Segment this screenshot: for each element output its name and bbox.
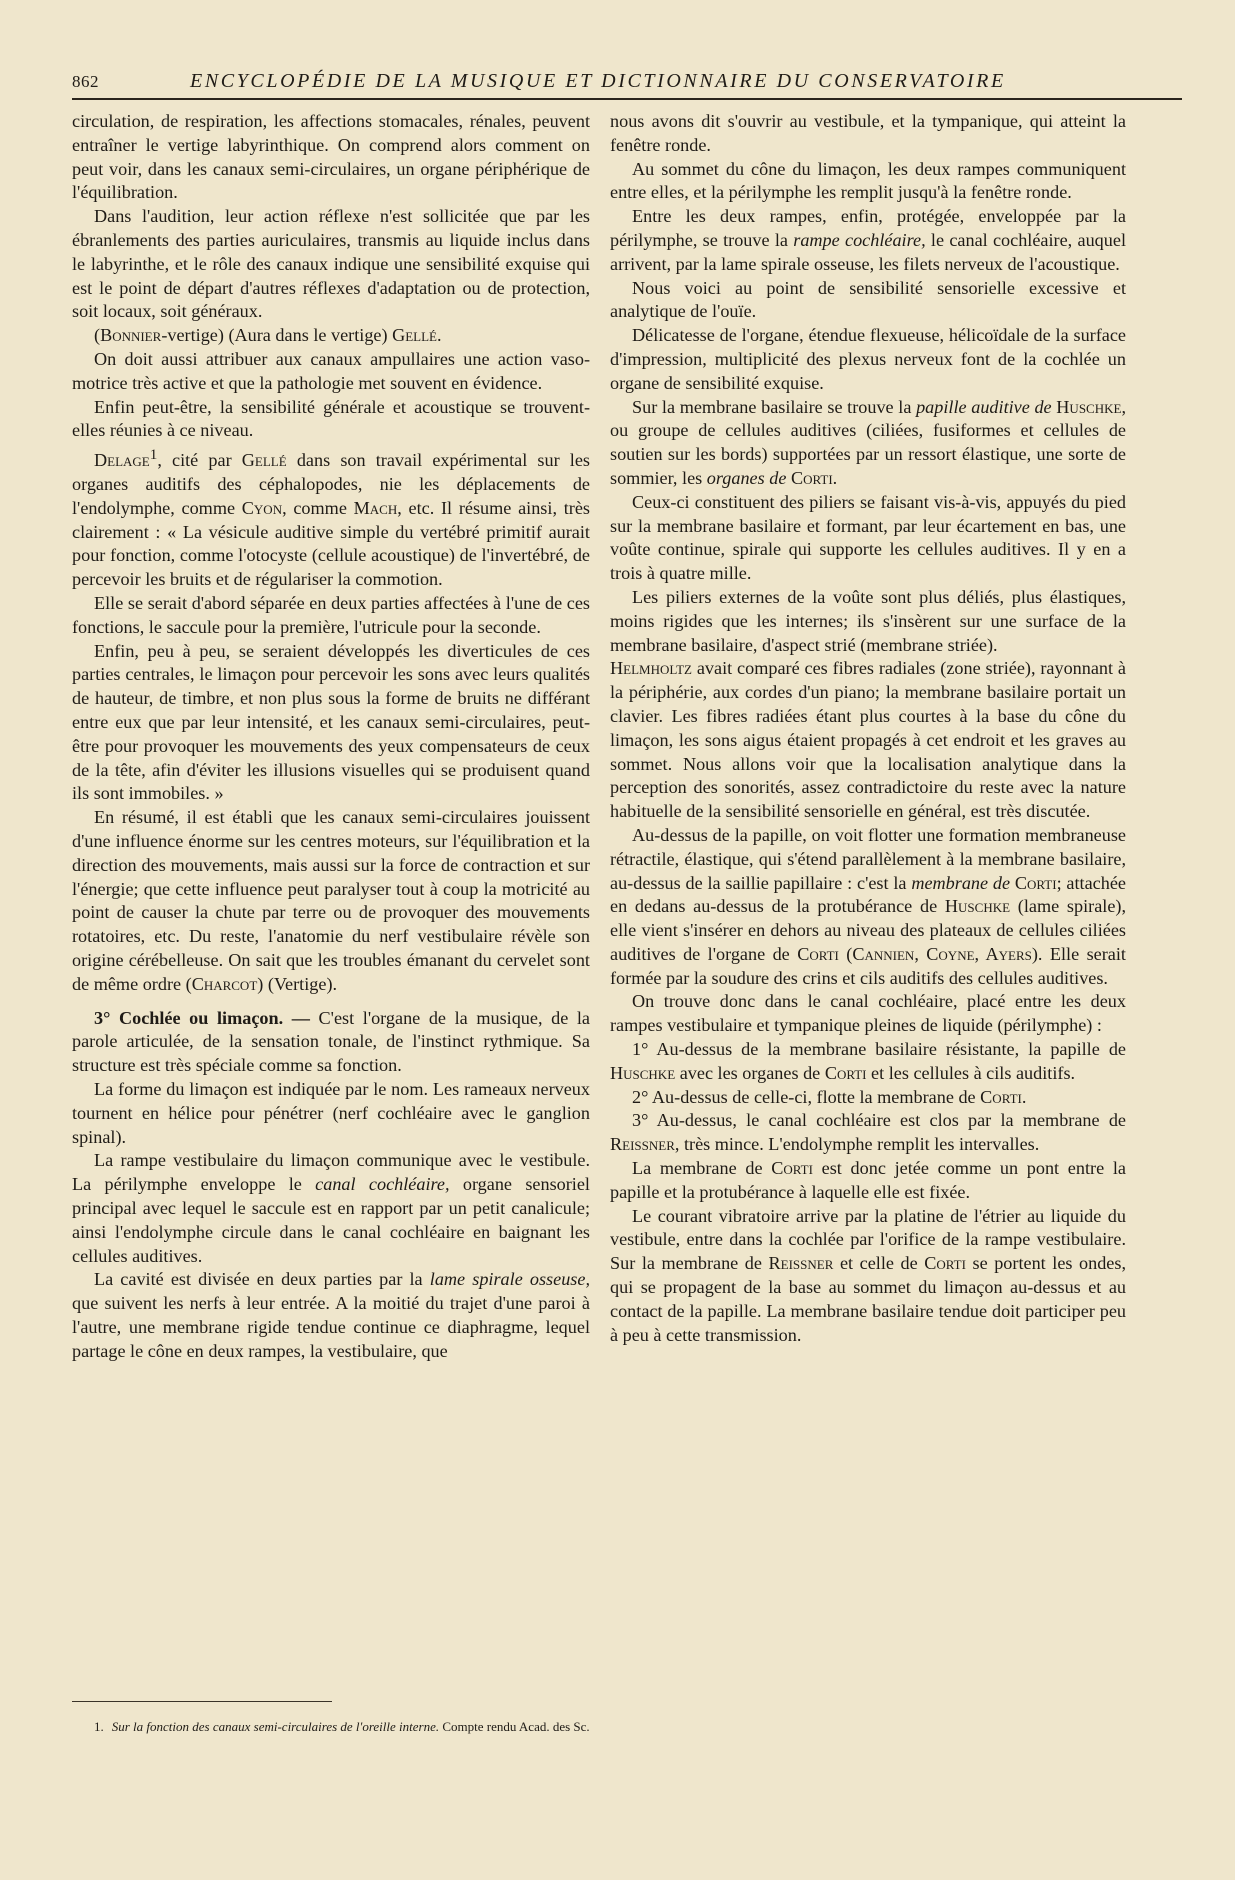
text: (lame spirale), elle vient s'insérer en dehors au niveau des plateaux de cellules ciliées auditives de l'organe de	[610, 896, 1126, 964]
text: Le courant vibratoire arrive par la platine de l'étrier au liquide du vestibule, entre dans la cochlée par l'orifice de la rampe vestibulaire. Sur la membrane de	[610, 1205, 1126, 1274]
emphasis: organes de	[706, 467, 787, 488]
paragraph	[72, 443, 590, 592]
emphasis: lame spirale osseuse,	[429, 1269, 590, 1290]
text: ). Elle serait formée par la soudure des crins et cils auditifs des cellules auditives.	[610, 943, 1126, 988]
footnote	[72, 1718, 592, 1736]
paragraph: Enfin peut-être, la sensibilité générale et acoustique se trouvent-elles réunies à ce niveau.	[72, 396, 590, 441]
text: se portent les ondes, qui se propagent de la base au sommet du limaçon au-dessus et au contact de la papille. La membrane basilaire tendue doit participer peu à peu à cette transmission.	[610, 1253, 1126, 1345]
paragraph	[610, 1086, 1126, 1110]
paragraph	[610, 396, 1126, 491]
text: le canal cochléaire, auquel arrivent, par la lame spirale osseuse, les filets nerveux de l'acoustique.	[610, 229, 1126, 274]
text: .	[832, 467, 838, 488]
paragraph	[610, 205, 1126, 276]
author-name: Corti	[771, 1158, 813, 1179]
paragraph: Ceux-ci constituent des piliers se faisant vis-à-vis, appuyés du pied sur la membrane basilaire et formant, par leur écartement en bas, une voûte continue, spirale qui supporte les cellules auditives. Il y en a trois à quatre mille.	[610, 491, 1126, 584]
page-number: 862	[72, 72, 99, 91]
paragraph: Enfin, peu à peu, se seraient développés les diverticules de ces parties centrales, le limaçon pour percevoir les sons avec leurs qualités de hauteur, de timbre, et non plus sous la forme de bruits ne différant entre eux que par leur intensité, et les canaux semi-circulaires, peut-être pour provoquer les mouvements des yeux compensateurs de ceux de la tête, afin d'éviter les illusions visuelles qui se produisent quand ils sont immobiles. »	[72, 640, 590, 804]
paragraph	[72, 1149, 590, 1268]
paragraph: Elle se serait d'abord séparée en deux parties affectées à l'une de ces fonctions, le saccule pour la première, l'utricule pour la seconde.	[72, 593, 590, 637]
text: , cité par	[157, 450, 242, 471]
author-name: Charcot	[191, 973, 258, 994]
emphasis: papille auditive de	[916, 396, 1052, 417]
running-title: ENCYCLOPÉDIE DE LA MUSIQUE ET DICTIONNAIRE DU CONSERVATOIRE	[190, 70, 1006, 92]
author-name: Cyon	[241, 497, 283, 518]
author-name: Gellé	[392, 325, 437, 346]
text: C'est l'organe de la musique, de la parole articulée, de la sensation tonale, de l'instinct rythmique. Sa structure est très spéciale comme sa fonction.	[72, 1007, 590, 1076]
footnote-divider	[72, 1701, 332, 1702]
text: avait comparé ces fibres radiales (zone striée), rayonnant à la périphérie, aux cordes d'un piano; la membrane basilaire portait un clavier. Les fibres radiées étant plus courtes à la base du cône du limaçon, les sons aigus étaient propagés à cet endroit et les graves au sommet. Nous allons voir que la localisation analytique dans la perception des sonorités, assez contradictoire du reste avec la nature habituelle de la sensibilité sensorielle en général, est très discutée.	[610, 658, 1126, 822]
author-name: Mach	[353, 497, 398, 518]
text: , comme	[282, 497, 354, 518]
text: En résumé, il est établi que les canaux semi-circulaires jouissent d'une influence énorme sur les centres moteurs, sur l'équilibration et la direction des mouvements, mais aussi sur la force de contraction et sur l'énergie; que cette influence peut paralyser tout à coup la motricité au point de causer la chute par terre ou de provoquer des mouvements rotatoires, etc. Du reste, l'anatomie du nerf vestibulaire révèle son origine cérébelleuse. On sait que les troubles émanant du cervelet sont de même ordre (	[72, 807, 590, 994]
section-heading: 3° Cochlée ou limaçon. —	[94, 1007, 310, 1028]
emphasis: membrane de	[911, 872, 1011, 893]
text: (	[838, 943, 853, 964]
paragraph: On doit aussi attribuer aux canaux ampullaires une action vaso-motrice très active et que la pathologie met souvent en évidence.	[72, 348, 590, 393]
text: , etc. Il résume ainsi, très clairement : « La vésicule auditive simple du vertébré primitif aurait pour fonction, comme l'otocyste (cellule acoustique) de l'invertébré, de percevoir les bruits et de régulariser la commotion.	[72, 497, 590, 590]
paragraph	[610, 1205, 1126, 1348]
footnote-title: Sur la fonction des canaux semi-circulaires de l'oreille interne.	[111, 1719, 440, 1734]
text: et les cellules à cils auditifs.	[866, 1062, 1076, 1083]
paragraph	[610, 1157, 1126, 1205]
text: 3° Au-dessus, le canal cochléaire est clos par la membrane de	[632, 1110, 1126, 1131]
author-name: Reissner	[768, 1253, 834, 1274]
paragraph: circulation, de respiration, les affections stomacales, rénales, peuvent entraîner le vertige labyrinthique. On comprend alors comment on peut voir, dans les canaux semi-circulaires, un organe périphérique de l'équilibration.	[72, 111, 590, 203]
text: Au-dessus de la papille, on voit flotter une formation membraneuse rétractile, élastique, qui s'étend parallèlement à la membrane basilaire, au-dessus de la saillie papillaire : c'est la	[610, 824, 1126, 893]
text: avec les organes de	[675, 1062, 825, 1083]
author-name: Reissner	[610, 1134, 675, 1155]
author-name: Corti	[790, 467, 833, 488]
text: , ou groupe de cellules auditives (ciliées, fusiformes et cellules de soutien sur les bords) supportées par un ressort élastique, une sorte de sommier, les	[610, 396, 1126, 488]
author-name: Cannien, Coyne, Ayers	[852, 943, 1032, 964]
footnote-text: Compte rendu Acad. des Sc.	[439, 1719, 590, 1734]
text: , très mince. L'endolymphe remplit les intervalles.	[674, 1134, 1040, 1155]
text: 1° Au-dessus de la membrane basilaire résistante, la papille de	[632, 1039, 1126, 1060]
paragraph: La forme du limaçon est indiquée par le nom. Les rameaux nerveux tournent en hélice pour pénétrer (nerf cochléaire avec le ganglion spinal).	[72, 1078, 590, 1147]
text: Entre les deux rampes, enfin, protégée, enveloppée par la périlymphe, se trouve la	[610, 206, 1126, 250]
text: La rampe vestibulaire du limaçon communique avec le vestibule. La périlymphe enveloppe le	[72, 1150, 590, 1195]
text: -vertige) (Aura dans le vertige)	[161, 325, 393, 346]
paragraph	[72, 806, 590, 996]
text: organe sensoriel principal avec lequel le saccule est en rapport par un petit canalicule; ainsi l'endolymphe circule dans le canal cochléaire en baignant les cellules auditives.	[72, 1174, 590, 1266]
paragraph	[610, 824, 1126, 991]
author-name: Bonnier	[100, 325, 162, 346]
author-name: Corti	[797, 943, 839, 964]
author-name: Huschke	[610, 1062, 676, 1083]
paragraph: Dans l'audition, leur action réflexe n'est sollicitée que par les ébranlements des parties auriculaires, transmis au liquide inclus dans le labyrinthe, et le rôle des canaux indique une sensibilité exquise qui est le point de départ d'autres réflexes d'adaptation ou de protection, soit locaux, soit généraux.	[72, 206, 590, 322]
footnote-marker: 1	[149, 446, 158, 464]
text: Sur la membrane basilaire se trouve la	[632, 396, 917, 417]
paragraph	[610, 1109, 1126, 1157]
footnote-number: 1.	[94, 1719, 104, 1734]
page-header	[72, 68, 1182, 100]
text: que suivent les nerfs à leur entrée. A la moitié du trajet d'une paroi à l'autre, une membrane rigide tendue continue ce diaphragme, lequel partage le cône en deux rampes, la vestibulaire, que	[72, 1293, 590, 1361]
author-name: Huschke	[944, 896, 1011, 917]
paragraph: nous avons dit s'ouvrir au vestibule, et la tympanique, qui atteint la fenêtre ronde.	[610, 111, 1126, 155]
paragraph	[72, 1268, 590, 1363]
author-name: Corti	[824, 1062, 867, 1083]
text: est donc jetée comme un pont entre la papille et la protubérance à laquelle elle est fixée.	[610, 1158, 1126, 1202]
text: La membrane de	[632, 1158, 772, 1179]
author-name: Corti	[980, 1086, 1022, 1107]
text: ; attachée en dedans au-dessus de la protubérance de	[610, 872, 1126, 917]
left-column	[72, 110, 590, 1364]
text: dans son travail expérimental sur les organes auditifs des céphalopodes, nie les déplacements de l'endolymphe, comme	[72, 450, 590, 518]
author-name: Huschke	[1056, 396, 1122, 417]
paragraph: Nous voici au point de sensibilité sensorielle excessive et analytique de l'ouïe.	[610, 277, 1126, 322]
author-name: Corti	[924, 1253, 966, 1274]
text: .	[437, 325, 442, 346]
paragraph	[72, 324, 590, 348]
author-name: Helmholtz	[610, 658, 692, 679]
right-column	[610, 110, 1126, 1347]
paragraph: Les piliers externes de la voûte sont plus déliés, plus élastiques, moins rigides que les internes; ils s'insèrent sur une surface de la membrane basilaire, d'aspect strié (membrane striée).	[610, 586, 1126, 655]
author-name: Delage	[94, 450, 150, 471]
text: .	[1021, 1086, 1027, 1107]
text: ) (Vertige).	[257, 973, 338, 994]
section-paragraph	[72, 1007, 590, 1078]
emphasis: rampe cochléaire,	[793, 229, 926, 250]
paragraph: Au sommet du cône du limaçon, les deux rampes communiquent entre elles, et la périlymphe les remplit jusqu'à la fenêtre ronde.	[610, 158, 1126, 203]
author-name: Gellé	[241, 450, 287, 471]
author-name: Corti	[1014, 872, 1057, 893]
text: (	[94, 325, 101, 346]
text: 2° Au-dessus de celle-ci, flotte la membrane de	[632, 1086, 981, 1107]
paragraph	[610, 1038, 1126, 1086]
paragraph	[610, 657, 1126, 824]
paragraph: Délicatesse de l'organe, étendue flexueuse, hélicoïdale de la surface d'impression, multiplicité des plexus nerveux font de la cochlée un organe de sensibilité exquise.	[610, 325, 1126, 393]
text: La cavité est divisée en deux parties par la	[94, 1269, 430, 1290]
text: et celle de	[833, 1253, 925, 1274]
paragraph: On trouve donc dans le canal cochléaire, placé entre les deux rampes vestibulaire et tympanique pleines de liquide (périlymphe) :	[610, 991, 1126, 1036]
emphasis: canal cochléaire,	[315, 1174, 450, 1195]
